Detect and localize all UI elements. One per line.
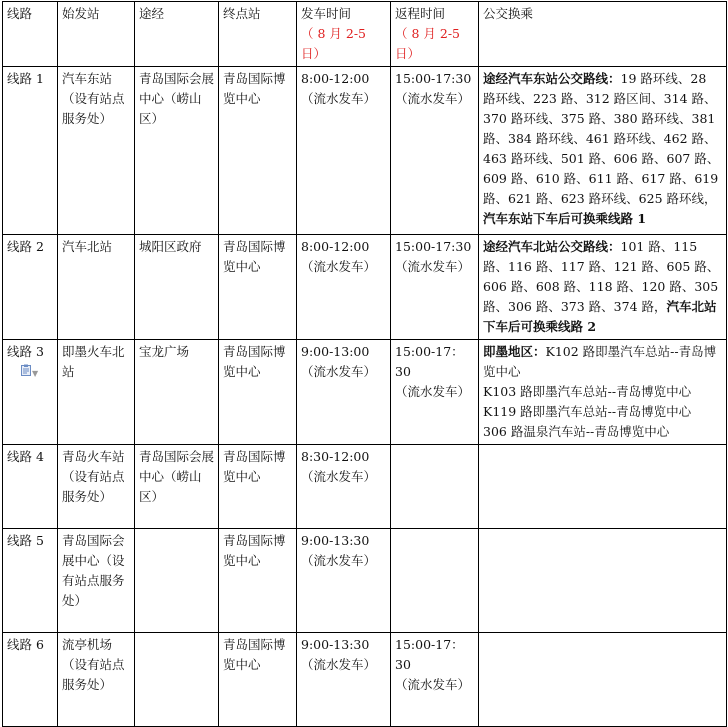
depart-mode: （流水发车） [301, 657, 377, 672]
return-time: 15:00-17：30 [395, 637, 464, 672]
transfer-body: 19 路环线、28 路环线、223 路、312 路区间、314 路、370 路环线、375 路、380 路环线、381 路、384 路环线、461 路环线、462 路、463 路环线、501 路、606 路、607 路、609 路、610 路、611 路、617 路、619 路、621 路、623 路环线、625 路环线， [483, 71, 720, 206]
depart-mode: （流水发车） [301, 364, 377, 379]
row-end: 青岛国际博览中心 [219, 445, 297, 529]
row-return [391, 340, 479, 445]
header-depart-label: 发车时间 [301, 6, 352, 21]
row-start: 流亭机场（设有站点服务处） [58, 633, 135, 727]
transfer-line: 306 路温泉汽车站--青岛博览中心 [483, 424, 670, 439]
row-line [3, 340, 58, 445]
row-end: 青岛国际博览中心 [219, 235, 297, 340]
chevron-down-icon: ▼ [32, 369, 39, 378]
return-mode: （流水发车） [395, 677, 471, 692]
row-depart [297, 67, 391, 235]
row-transfer [479, 67, 727, 235]
depart-time: 9:00-13:30 [301, 533, 370, 548]
depart-time: 8:00-12:00 [301, 71, 370, 86]
row-depart [297, 529, 391, 633]
row-line: 线路 2 [3, 235, 58, 340]
row-depart [297, 633, 391, 727]
row-end: 青岛国际博览中心 [219, 340, 297, 445]
header-return-date: （ 8 月 2-5 日） [395, 26, 461, 61]
header-transfer: 公交换乘 [479, 2, 727, 67]
clipboard-icon [21, 364, 31, 376]
return-time: 15:00-17:30 [395, 239, 472, 254]
row-start: 即墨火车北站 [58, 340, 135, 445]
transfer-head: 途经汽车北站公交路线： [483, 239, 621, 254]
depart-time: 8:30-12:00 [301, 449, 370, 464]
row-line: 线路 5 [3, 529, 58, 633]
depart-mode: （流水发车） [301, 469, 377, 484]
row-end: 青岛国际博览中心 [219, 67, 297, 235]
row-via: 青岛国际会展中心（崂山区） [135, 67, 219, 235]
paste-options-icon[interactable] [21, 364, 38, 381]
return-time: 15:00-17：30 [395, 344, 464, 379]
header-return-label: 返程时间 [395, 6, 446, 21]
row-end: 青岛国际博览中心 [219, 529, 297, 633]
depart-mode: （流水发车） [301, 259, 377, 274]
header-end: 终点站 [219, 2, 297, 67]
row-return [391, 67, 479, 235]
row-start: 汽车北站 [58, 235, 135, 340]
row-via [135, 529, 219, 633]
header-line: 线路 [3, 2, 58, 67]
row-transfer [479, 235, 727, 340]
transfer-tail: 汽车北站下车后可换乘线路 2 [483, 299, 717, 334]
row-return [391, 445, 479, 529]
depart-time: 9:00-13:00 [301, 344, 370, 359]
row-line: 线路 1 [3, 67, 58, 235]
row-depart [297, 235, 391, 340]
return-mode: （流水发车） [395, 91, 471, 106]
depart-time: 8:00-12:00 [301, 239, 370, 254]
row-line: 线路 6 [3, 633, 58, 727]
transfer-line: K102 路即墨汽车总站--青岛博览中心 [483, 344, 717, 379]
header-return [391, 2, 479, 67]
row-via: 城阳区政府 [135, 235, 219, 340]
row-line-label: 线路 3 [7, 344, 44, 359]
table-row [3, 340, 727, 445]
row-depart [297, 445, 391, 529]
transfer-head: 途经汽车东站公交路线： [483, 71, 621, 86]
row-start: 汽车东站（设有站点服务处） [58, 67, 135, 235]
row-return [391, 529, 479, 633]
header-start: 始发站 [58, 2, 135, 67]
row-depart [297, 340, 391, 445]
row-via [135, 633, 219, 727]
row-via: 青岛国际会展中心（崂山区） [135, 445, 219, 529]
row-via: 宝龙广场 [135, 340, 219, 445]
transfer-tail: 汽车东站下车后可换乘线路 1 [483, 211, 647, 226]
depart-time: 9:00-13:30 [301, 637, 370, 652]
row-transfer [479, 633, 727, 727]
header-row [3, 2, 727, 67]
header-depart-date: （ 8 月 2-5 日） [301, 26, 367, 61]
return-time: 15:00-17:30 [395, 71, 472, 86]
header-depart [297, 2, 391, 67]
transfer-head: 即墨地区： [483, 344, 546, 359]
table-row [3, 235, 727, 340]
row-start: 青岛国际会展中心（设有站点服务处） [58, 529, 135, 633]
row-start: 青岛火车站（设有站点服务处） [58, 445, 135, 529]
row-return [391, 235, 479, 340]
row-line: 线路 4 [3, 445, 58, 529]
row-return [391, 633, 479, 727]
table-row [3, 67, 727, 235]
transfer-line: K119 路即墨汽车总站--青岛博览中心 [483, 404, 692, 419]
table-row [3, 445, 727, 529]
transfer-line: K103 路即墨汽车总站--青岛博览中心 [483, 384, 692, 399]
row-end: 青岛国际博览中心 [219, 633, 297, 727]
table-row [3, 633, 727, 727]
transfer-body: 101 路、115 路、116 路、117 路、121 路、605 路、606 路、608 路、118 路、120 路、305 路、306 路、373 路、374 路， [483, 239, 720, 314]
return-mode: （流水发车） [395, 259, 471, 274]
row-transfer [479, 340, 727, 445]
depart-mode: （流水发车） [301, 91, 377, 106]
row-transfer [479, 529, 727, 633]
depart-mode: （流水发车） [301, 553, 377, 568]
return-mode: （流水发车） [395, 384, 471, 399]
table-row [3, 529, 727, 633]
row-transfer [479, 445, 727, 529]
header-via: 途经 [135, 2, 219, 67]
bus-schedule-table [2, 1, 727, 727]
